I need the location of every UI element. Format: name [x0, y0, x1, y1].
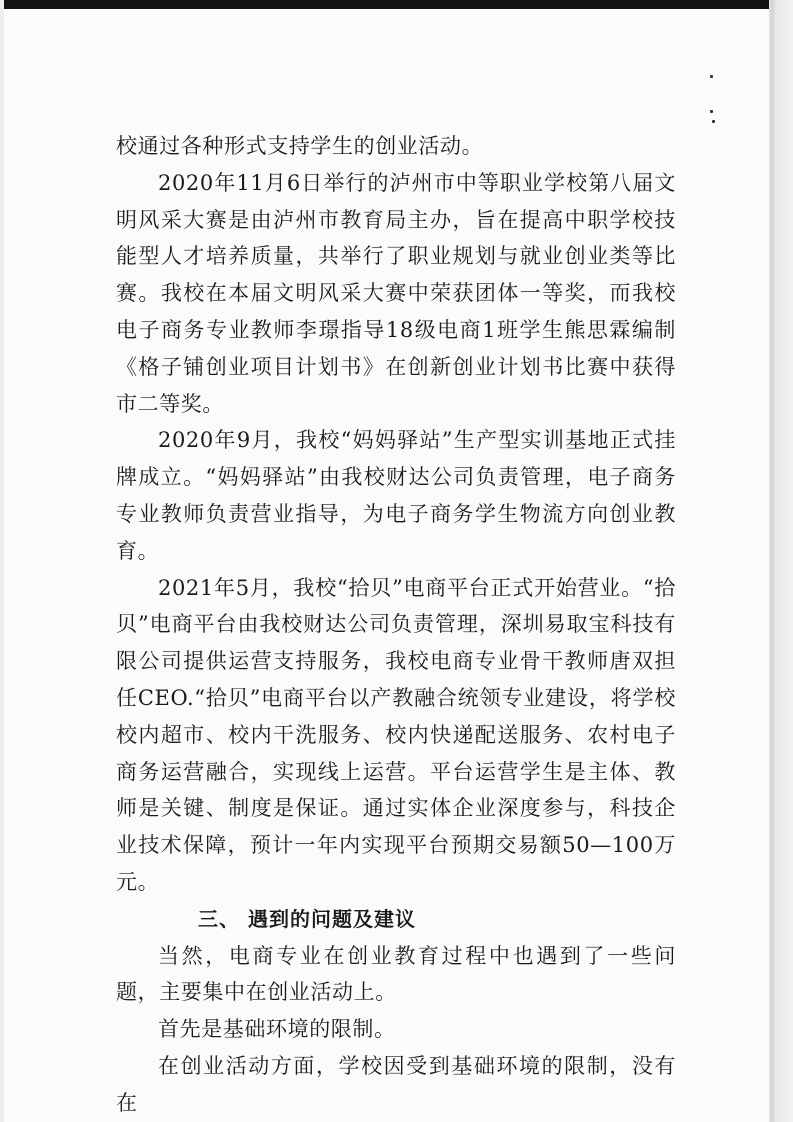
- paragraph-shibei-platform: 2021年5月，我校“拾贝”电商平台正式开始营业。“拾贝”电商平台由我校财达公司负责管理，深圳易取宝科技有限公司提供运营支持服务，我校电商专业骨干教师唐双担任CEO.“拾贝”电商平台以产教融合统领专业建设，将学校校内超市、校内干洗服务、校内快递配送服务、农村电子商务运营融合，实现线上运营。平台运营学生是主体、教师是关键、制度是保证。通过实体企业深度参与，科技企业技术保障，预计一年内实现平台预期交易额50—100万元。: [116, 575, 676, 894]
- section-heading: 三、 遇到的问题及建议: [198, 906, 416, 931]
- scan-border-right: [769, 0, 793, 1122]
- scan-speck: [710, 110, 713, 113]
- document-body: [116, 128, 676, 1122]
- paragraph-mama-station: 2020年9月，我校“妈妈驿站”生产型实训基地正式挂牌成立。“妈妈驿站”由我校财达公司负责管理，电子商务专业教师负责营业指导，为电子商务学生物流方向创业教育。: [116, 428, 676, 563]
- scan-border-left: [0, 0, 4, 1122]
- paragraph-activity-limit: 在创业活动方面，学校因受到基础环境的限制，没有在: [116, 1053, 676, 1115]
- paragraph-problems-intro: 当然，电商专业在创业教育过程中也遇到了一些问题，主要集中在创业活动上。: [116, 943, 676, 1005]
- paragraph-competition: 2020年11月6日举行的泸州市中等职业学校第八届文明风采大赛是由泸州市教育局主办，旨在提高中职学校技能型人才培养质量，共举行了职业规划与就业创业类等比赛。我校在本届文明风采大赛中荣获团体一等奖，而我校电子商务专业教师李璟指导18级电商1班学生熊思霖编制《格子铺创业项目计划书》在创新创业计划书比赛中获得市二等奖。: [116, 170, 676, 416]
- paragraph-first-limit: 首先是基础环境的限制。: [158, 1017, 396, 1042]
- scan-speck: [710, 75, 713, 78]
- scan-speck: [712, 120, 715, 123]
- scan-border-top: [0, 0, 793, 9]
- paragraph-continuation: 校通过各种形式支持学生的创业活动。: [116, 134, 484, 158]
